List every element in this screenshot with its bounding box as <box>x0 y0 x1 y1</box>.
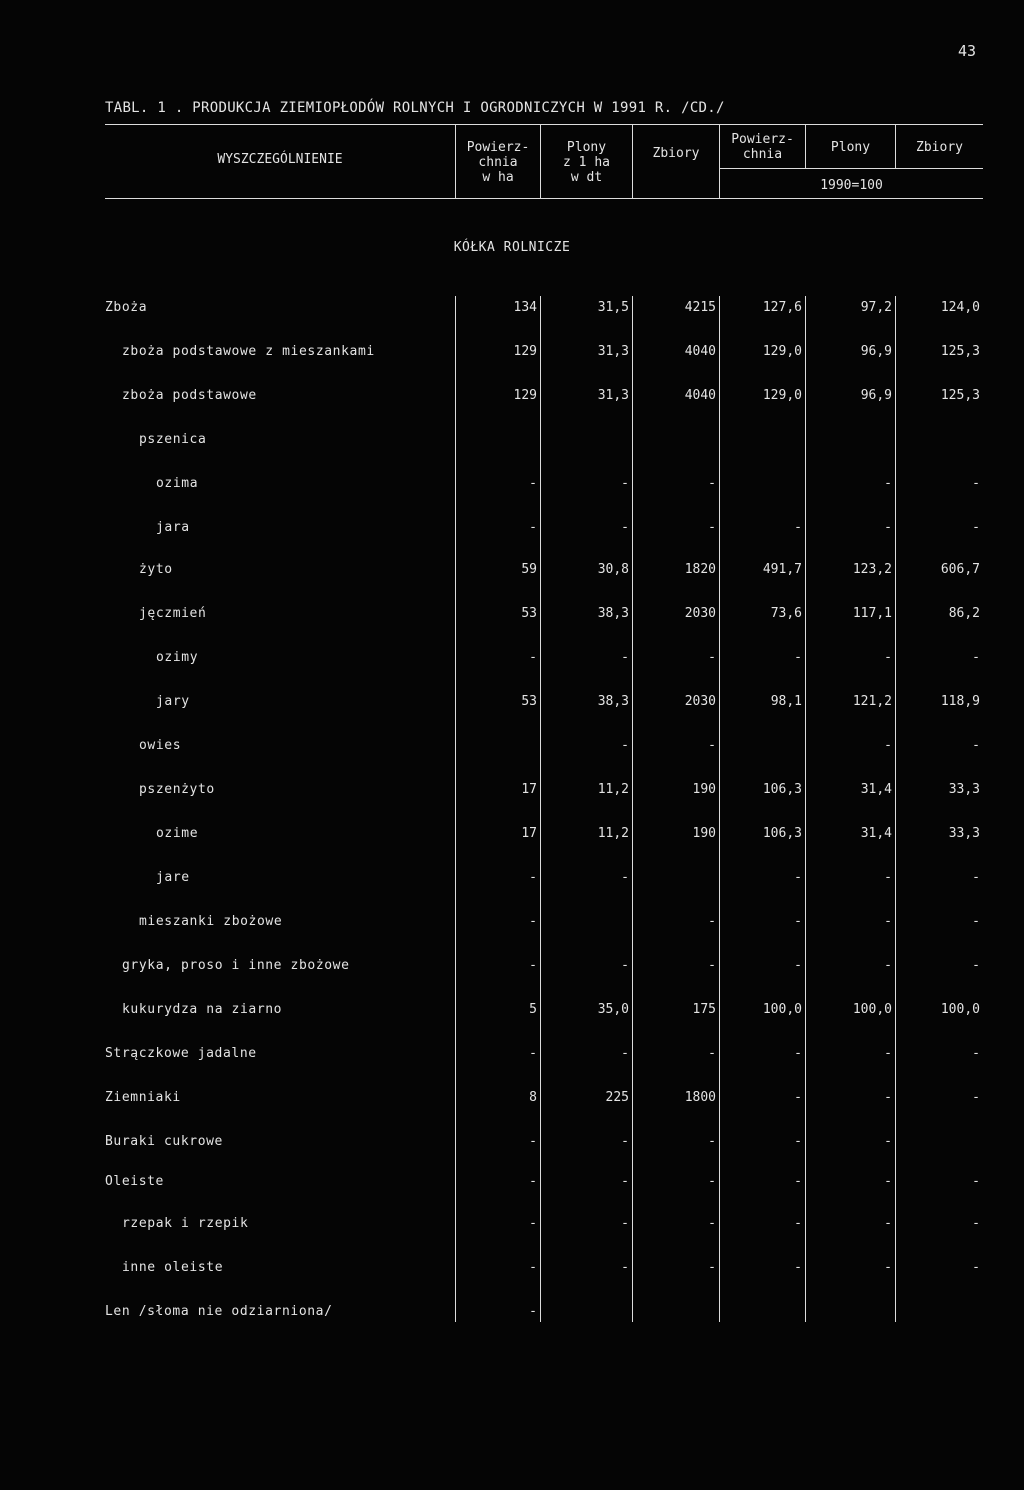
table-cell: 98,1 <box>770 694 802 709</box>
table-cell: 53 <box>521 606 537 621</box>
row-label: ozimy <box>156 650 199 665</box>
table-cell: - <box>972 520 980 535</box>
table-cell: - <box>794 650 802 665</box>
table-cell: 33,3 <box>948 826 980 841</box>
table-cell: - <box>621 520 629 535</box>
table-cell: 11,2 <box>597 826 629 841</box>
table-cell: - <box>708 650 716 665</box>
row-label: jęczmień <box>139 606 207 621</box>
table-cell: 100,0 <box>940 1002 980 1017</box>
row-label: Oleiste <box>105 1174 164 1189</box>
row-label: jara <box>156 520 190 535</box>
header-line: Powierz- <box>731 132 794 147</box>
table-cell: - <box>621 1174 629 1189</box>
table-cell: 123,2 <box>852 562 892 577</box>
section-title: KÓŁKA ROLNICZE <box>453 240 571 255</box>
table-cell: 129 <box>513 344 537 359</box>
table-cell: 73,6 <box>770 606 802 621</box>
table-cell: 5 <box>529 1002 537 1017</box>
table-cell: - <box>884 1134 892 1149</box>
table-cell: - <box>621 476 629 491</box>
table-cell: 31,3 <box>597 388 629 403</box>
table-cell: 30,8 <box>597 562 629 577</box>
table-cell: 97,2 <box>860 300 892 315</box>
header-line: chnia <box>478 155 518 170</box>
table-cell: - <box>529 1304 537 1319</box>
row-label: ozime <box>156 826 199 841</box>
table-cell: - <box>884 520 892 535</box>
table-title: TABL. 1 . PRODUKCJA ZIEMIOPŁODÓW ROLNYCH I OGRODNICZYCH W 1991 R. /CD./ <box>105 100 725 116</box>
row-label: kukurydza na ziarno <box>122 1002 283 1017</box>
row-label: rzepak i rzepik <box>122 1216 249 1231</box>
table-cell: 100,0 <box>852 1002 892 1017</box>
table-cell: 106,3 <box>762 826 802 841</box>
table-cell: - <box>884 476 892 491</box>
table-cell: - <box>884 1260 892 1275</box>
table-cell: - <box>621 738 629 753</box>
table-cell: - <box>794 914 802 929</box>
table-cell: 96,9 <box>860 344 892 359</box>
table-cell: - <box>529 1046 537 1061</box>
table-cell: 59 <box>521 562 537 577</box>
row-label: gryka, proso i inne zbożowe <box>122 958 350 973</box>
header-line: w dt <box>570 170 603 185</box>
row-label: żyto <box>139 562 173 577</box>
table-cell: 100,0 <box>762 1002 802 1017</box>
table-cell: - <box>529 914 537 929</box>
table-cell: - <box>708 520 716 535</box>
header-harvest-index: Zbiory <box>916 140 963 155</box>
table-cell: - <box>621 1260 629 1275</box>
column-rule <box>719 296 720 1322</box>
table-cell: - <box>884 650 892 665</box>
header-line: Powierz- <box>466 140 530 155</box>
row-label: zboża podstawowe <box>122 388 257 403</box>
table-cell: - <box>794 520 802 535</box>
table-cell: - <box>972 1174 980 1189</box>
page-number: 43 <box>958 42 977 60</box>
table-cell: - <box>794 958 802 973</box>
row-label: jary <box>156 694 190 709</box>
table-cell: - <box>529 870 537 885</box>
table-cell: 121,2 <box>852 694 892 709</box>
table-cell: 17 <box>521 826 537 841</box>
header-area-index <box>720 132 805 162</box>
table-cell: - <box>708 1174 716 1189</box>
table-cell: - <box>621 958 629 973</box>
table-cell: - <box>794 1046 802 1061</box>
table-cell: 31,4 <box>860 782 892 797</box>
header-top-rule <box>105 124 983 125</box>
table-cell: - <box>708 1216 716 1231</box>
header-index-base: 1990=100 <box>820 178 883 193</box>
table-cell: - <box>794 1260 802 1275</box>
table-cell: 33,3 <box>948 782 980 797</box>
table-cell: 225 <box>605 1090 629 1105</box>
table-cell: 31,4 <box>860 826 892 841</box>
row-label: ozima <box>156 476 199 491</box>
row-label: Buraki cukrowe <box>105 1134 223 1149</box>
header-description: WYSZCZEGÓLNIENIE <box>217 152 343 167</box>
table-cell: 38,3 <box>597 606 629 621</box>
table-cell: 17 <box>521 782 537 797</box>
table-cell: - <box>884 870 892 885</box>
header-yield-index: Plony <box>830 140 871 155</box>
column-rule <box>895 296 896 1322</box>
row-label: Zboża <box>105 300 148 315</box>
header-line: w ha <box>482 170 514 185</box>
table-cell: 35,0 <box>597 1002 629 1017</box>
table-cell: - <box>884 1090 892 1105</box>
table-cell: 2030 <box>684 606 716 621</box>
table-cell: - <box>884 1174 892 1189</box>
table-cell: - <box>884 738 892 753</box>
header-divider <box>632 124 633 198</box>
table-cell: 11,2 <box>597 782 629 797</box>
row-label: Strączkowe jadalne <box>105 1046 257 1061</box>
table-cell: - <box>972 870 980 885</box>
table-cell: - <box>621 1046 629 1061</box>
row-label: zboża podstawowe z mieszankami <box>122 344 375 359</box>
table-cell: 125,3 <box>940 388 980 403</box>
table-cell: - <box>972 1046 980 1061</box>
table-cell: 190 <box>692 782 716 797</box>
row-label: pszenżyto <box>139 782 215 797</box>
table-cell: 53 <box>521 694 537 709</box>
table-cell: 38,3 <box>597 694 629 709</box>
table-cell: - <box>884 1046 892 1061</box>
table-cell: - <box>972 476 980 491</box>
header-line: Plony <box>566 140 607 155</box>
column-rule <box>632 296 633 1322</box>
table-cell: - <box>794 1174 802 1189</box>
column-rule <box>805 296 806 1322</box>
table-cell: 606,7 <box>940 562 980 577</box>
table-cell: - <box>794 1216 802 1231</box>
table-cell: 4040 <box>684 388 716 403</box>
table-cell: - <box>529 476 537 491</box>
header-bottom-rule <box>105 198 983 199</box>
table-cell: 4215 <box>684 300 716 315</box>
row-label: Len /słoma nie odziarniona/ <box>105 1304 333 1319</box>
table-cell: - <box>621 870 629 885</box>
table-cell: 106,3 <box>762 782 802 797</box>
row-label: pszenica <box>139 432 207 447</box>
table-cell: - <box>794 1134 802 1149</box>
table-cell: 491,7 <box>762 562 802 577</box>
row-label: mieszanki zbożowe <box>139 914 283 929</box>
table-cell: - <box>972 1090 980 1105</box>
table-cell: - <box>529 650 537 665</box>
table-cell: - <box>529 958 537 973</box>
table-cell: 124,0 <box>940 300 980 315</box>
table-cell: 1820 <box>684 562 716 577</box>
row-label: inne oleiste <box>122 1260 224 1275</box>
table-cell: - <box>972 958 980 973</box>
table-cell: - <box>794 1090 802 1105</box>
table-cell: 117,1 <box>852 606 892 621</box>
header-harvest: Zbiory <box>652 146 700 161</box>
column-rule <box>540 296 541 1322</box>
header-line: chnia <box>742 147 783 162</box>
table-cell: - <box>529 1260 537 1275</box>
row-label: jare <box>156 870 190 885</box>
table-cell: - <box>708 738 716 753</box>
table-cell: 134 <box>513 300 537 315</box>
table-cell: 8 <box>529 1090 537 1105</box>
row-label: Ziemniaki <box>105 1090 181 1105</box>
table-cell: - <box>708 476 716 491</box>
table-cell: - <box>972 914 980 929</box>
table-cell: - <box>708 1046 716 1061</box>
row-label: owies <box>139 738 182 753</box>
table-cell: - <box>972 1260 980 1275</box>
table-cell: 96,9 <box>860 388 892 403</box>
table-cell: 175 <box>692 1002 716 1017</box>
table-cell: 125,3 <box>940 344 980 359</box>
column-rule <box>455 296 456 1322</box>
header-area-ha <box>456 140 540 185</box>
header-yield-dt <box>541 140 632 185</box>
table-cell: 129,0 <box>762 344 802 359</box>
header-line: z 1 ha <box>563 155 610 170</box>
table-cell: 129 <box>513 388 537 403</box>
index-base-rule <box>720 168 983 169</box>
table-cell: - <box>621 650 629 665</box>
table-cell: - <box>884 958 892 973</box>
table-cell: - <box>529 1216 537 1231</box>
table-cell: - <box>621 1216 629 1231</box>
table-cell: 118,9 <box>940 694 980 709</box>
table-cell: - <box>884 914 892 929</box>
table-cell: 2030 <box>684 694 716 709</box>
table-cell: - <box>529 1174 537 1189</box>
table-cell: - <box>794 870 802 885</box>
table-cell: 129,0 <box>762 388 802 403</box>
table-cell: - <box>972 738 980 753</box>
table-cell: - <box>708 958 716 973</box>
table-cell: - <box>708 1134 716 1149</box>
table-cell: 31,3 <box>597 344 629 359</box>
table-cell: - <box>972 650 980 665</box>
table-cell: 4040 <box>684 344 716 359</box>
table-cell: - <box>529 1134 537 1149</box>
table-cell: - <box>884 1216 892 1231</box>
table-cell: - <box>621 1134 629 1149</box>
table-cell: - <box>708 914 716 929</box>
table-cell: 127,6 <box>762 300 802 315</box>
table-cell: - <box>529 520 537 535</box>
table-cell: 31,5 <box>597 300 629 315</box>
table-cell: 1800 <box>684 1090 716 1105</box>
table-cell: - <box>708 1260 716 1275</box>
table-cell: 86,2 <box>948 606 980 621</box>
table-cell: 190 <box>692 826 716 841</box>
table-cell: - <box>972 1216 980 1231</box>
